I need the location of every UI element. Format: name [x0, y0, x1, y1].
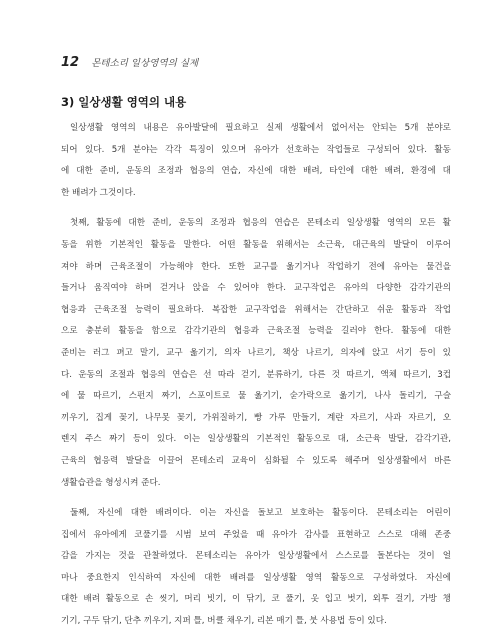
- body-text: [61, 118, 451, 642]
- text-line: 일상생활 영역의 내용은 유아발달에 필요하고 실제 생활에서 없어서는 안되는 5개 분야로: [70, 123, 451, 133]
- running-header-title: 몬테소리 일상영역의 실제: [91, 58, 199, 69]
- text-line: 져야 하며 근육조절이 가능해야 한다. 또한 교구를 옮기거나 작업하기 전에 유아는 물건을: [61, 261, 451, 272]
- paragraph-first: [61, 213, 451, 494]
- text-line: 한 배려가 그것이다.: [61, 187, 136, 198]
- text-line: 기기, 구두 닦기, 단추 끼우기, 지퍼 틀, 버클 채우기, 리본 매기 틀, 붓 사용법 등이 있다.: [61, 616, 387, 627]
- text-line: 으로 충분히 활동을 함으로 감각기관의 협응과 근육조절 능력을 길러야 한다. 활동에 대한: [61, 326, 451, 337]
- text-line: 근육의 협응력 발달을 이끌어 몬테소리 교육이 심화될 수 있도록 해주며 일상생활에서 바른: [61, 455, 451, 466]
- text-line: 끼우기, 집게 꽂기, 나무못 꽂기, 가위질하기, 빵 가루 만들기, 계란 자르기, 사과 자르기, 오: [61, 412, 451, 423]
- text-line: 동을 위한 기본적인 활동을 말한다. 어떤 활동을 위해서는 소근육, 대근육의 발달이 이루어: [61, 239, 451, 250]
- text-line: 생활습관을 형성시켜 준다.: [61, 477, 161, 488]
- text-line: 되어 있다. 5개 분야는 각각 특징이 있으며 유아가 선호하는 작업들로 구성되어 있다. 활동: [61, 144, 451, 155]
- text-line: 대한 배려 활동으로 손 씻기, 머리 빗기, 이 닦기, 코 풀기, 옷 입고 벗기, 외투 걸기, 가방 챙: [61, 594, 451, 605]
- running-header: [61, 51, 198, 70]
- text-line: 다. 운동의 조절과 협응의 연습은 선 따라 걷기, 분류하기, 다른 것 따르기, 액체 따르기, 3컵: [61, 369, 451, 380]
- text-line: 에 물 따르기, 스펀지 짜기, 스포이트로 물 옮기기, 숟가락으로 옮기기, 나사 돌리기, 구슬: [61, 391, 451, 402]
- paragraph-intro: [61, 118, 451, 204]
- text-line: 협응과 근육조절 능력이 필요하다. 복잡한 교구작업을 위해서는 간단하고 쉬운 활동과 작업: [61, 304, 451, 315]
- text-line: 둘째, 자신에 대한 배려이다. 이는 자신을 돌보고 보호하는 활동이다. 몬테소리는 어린이: [70, 508, 451, 519]
- section-heading: 3) 일상생활 영역의 내용: [61, 95, 187, 109]
- text-line: 마나 중요한지 인식하여 자신에 대한 배려를 일상생활 영역 활동으로 구성하였다. 자신에: [61, 572, 451, 583]
- text-line: 첫째, 활동에 대한 준비, 운동의 조정과 협응의 연습은 몬테소리 일상생활 영역의 모든 활: [70, 218, 451, 229]
- text-line: 감을 가지는 것을 관찰하였다. 몬테소리는 유아가 일상생활에서 스스로를 돌본다는 것이 얼: [61, 551, 451, 562]
- text-line: 에 대한 준비, 운동의 조정과 협응의 연습, 자신에 대한 배려, 타인에 대한 배려, 환경에 대: [61, 166, 451, 177]
- text-line: 집에서 유아에게 코풀기를 시범 보여 주었을 때 유아가 감사를 표현하고 스스로 대해 존중: [61, 529, 451, 540]
- paragraph-second: [61, 503, 451, 633]
- text-line: 렌지 주스 짜기 등이 있다. 이는 일상생활의 기본적인 활동으로 대, 소근육 발달, 감각기관,: [61, 434, 451, 445]
- page-number: 12: [61, 55, 80, 70]
- text-line: 준비는 러그 펴고 말기, 교구 옮기기, 의자 나르기, 책상 나르기, 의자에 앉고 서기 등이 있: [61, 347, 451, 358]
- text-line: 들거나 움직여야 하며 걷거나 앉을 수 있어야 한다. 교구작업은 유아의 다양한 감각기관의: [61, 283, 451, 294]
